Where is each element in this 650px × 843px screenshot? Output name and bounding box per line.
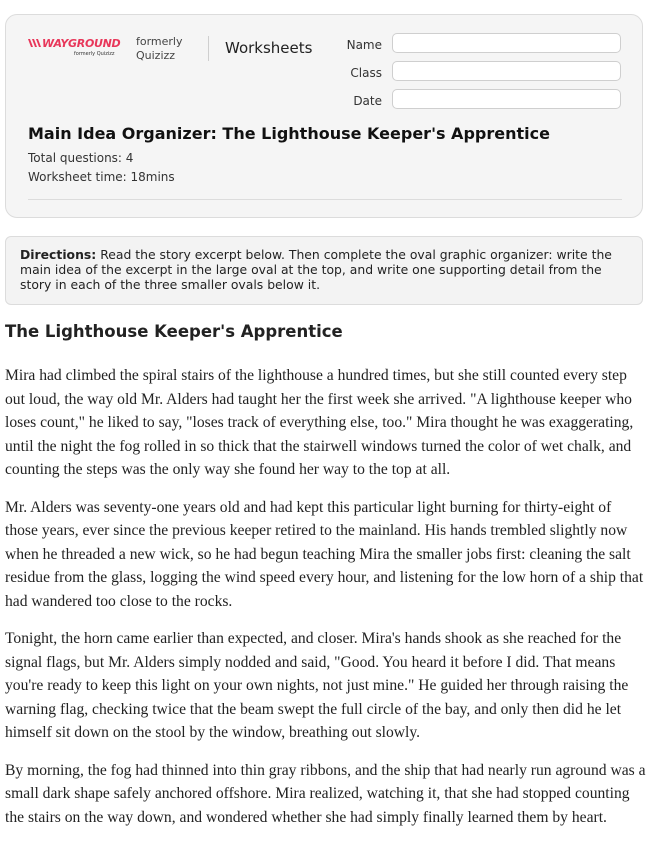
story-text [5,364,647,843]
date-field[interactable] [392,89,621,109]
wayground-logo [28,37,122,59]
section-label: Worksheets [225,39,313,57]
class-field[interactable] [392,61,621,81]
story-paragraph: Mr. Alders was seventy-one years old and had kept this particular light burning for thirty-eight of those years, ever since the previous keeper retired to the mainland. His hands trembled slightly now when he threaded a new wick, so he had begun teaching Mira the smaller jobs first: cleaning the salt residue from the glass, logging the wind speed every hour, and listening for the low horn of a ship that had wandered too close to the rocks. [5,498,644,610]
directions-label: Directions: [20,247,97,262]
worksheet-time: Worksheet time: 18mins [28,170,175,184]
class-label: Class [350,66,382,80]
logo-tagline: formerly Quizizz [74,51,115,57]
worksheet-title: Main Idea Organizer: The Lighthouse Keeper's Apprentice [28,124,550,143]
story-title: The Lighthouse Keeper's Apprentice [5,322,343,341]
story-paragraph: Tonight, the horn came earlier than expected, and closer. Mira's hands shook as she reached for the signal flags, but Mr. Alders simply nodded and said, "Good. You heard it before I did. That means you're ready to keep this light on your own nights, not just mine." He guided her through raising the warning flag, checking twice that the beam swept the full circle of the bay, and only then did he let himself sit down on the stool by the window, breathing out slowly. [5,630,629,741]
directions-box [5,236,643,305]
date-label: Date [353,94,382,108]
previous-brand-name: Quizizz [136,49,176,62]
directions-text: Read the story excerpt below. Then complete the oval graphic organizer: write the main idea of the excerpt in the large oval at the top, and write one supporting detail from the story in each of the three smaller ovals below it. [20,247,612,292]
formerly-label: formerly [136,35,183,48]
name-field[interactable] [392,33,621,53]
logo-wordmark: WAYGROUND [42,37,121,50]
story-paragraph: By morning, the fog had thinned into thin gray ribbons, and the ship that had nearly run aground was a small dark shape safely anchored offshore. Mira realized, watching it, that she had stopped counting the stairs on the way down, and wondered whether she had simply finally learned them by heart. [5,761,646,826]
header-divider [208,36,209,61]
wayground-logo-icon [28,38,41,48]
story-paragraph: Mira had climbed the spiral stairs of the lighthouse a hundred times, but she still counted every step out loud, the way old Mr. Alders had taught her the first week she arrived. "A lighthouse keeper who loses count," he liked to say, "loses track of everything else, too." Mira thought he was exaggerating, until the night the fog rolled in so thick that the stairwell windows turned the color of wet chalk, and counting the steps was the only way she found her way to the top at all. [5,367,634,478]
total-questions: Total questions: 4 [28,151,134,165]
name-label: Name [346,38,382,52]
formerly-quizizz-note [136,35,183,63]
header-bottom-rule [28,199,622,200]
